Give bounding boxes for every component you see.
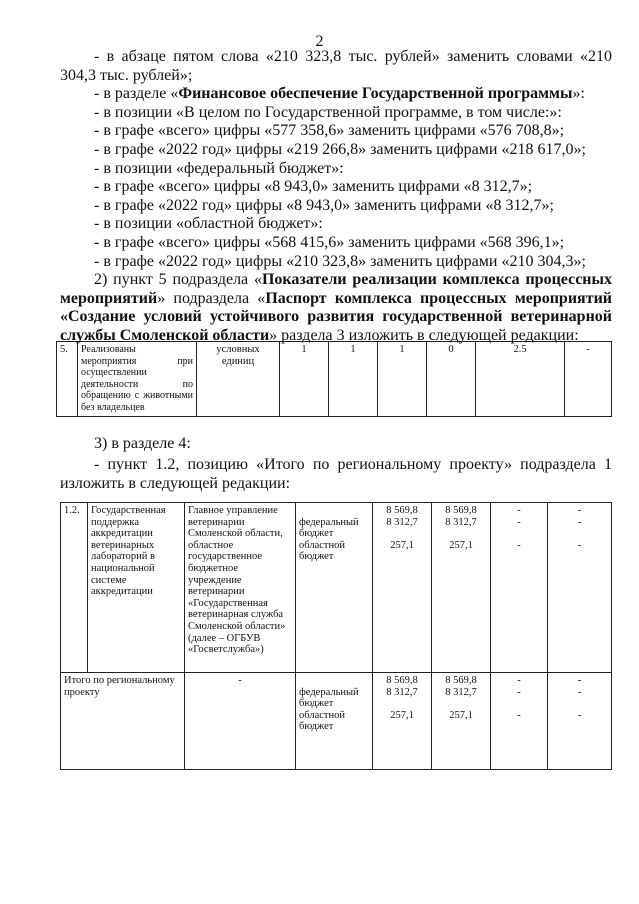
value-cell: 1 xyxy=(378,342,427,417)
table-row xyxy=(61,503,612,673)
row-number: 5. xyxy=(57,342,78,417)
paragraph-2: 2) пункт 5 подраздела «Показатели реализации комплекса процессных мероприятий» подраздела «Паспорт комплекса процессных мероприятий «Создание условий устойчивого развития государственной ветеринарной службы Смоленской области» раздела 3 изложить в следующей редакции: xyxy=(60,271,613,344)
executor-cell: Главное управление ветеринарии Смоленской области, областное государственное бюджетное учреждение ветеринарии «Государственная ветеринарная служба Смоленской области» (далее – ОГБУВ «Госветслужба») xyxy=(185,503,296,673)
year-2022-cell: 8 569,8 8 312,7 257,1 xyxy=(432,503,491,673)
total-cell: 8 569,8 8 312,7 257,1 xyxy=(373,673,432,770)
unit-cell: условных единиц xyxy=(197,342,280,417)
amendment-text xyxy=(60,48,612,346)
amendment-line-6: - в позиции «федеральный бюджет»: xyxy=(94,159,344,177)
paragraph-4: - пункт 1.2, позицию «Итого по региональному проекту» подраздела 1 изложить в следующей редакции: xyxy=(60,456,612,492)
value-cell: 1 xyxy=(280,342,329,417)
measure-name: Государственная поддержка аккредитации ветеринарных лабораторий в национальной системе аккредитации xyxy=(88,503,185,673)
value-cell: - xyxy=(565,342,612,417)
year-2023-cell: - - - xyxy=(491,673,548,770)
regional-project-table xyxy=(60,502,612,770)
indicators-table xyxy=(56,341,612,417)
value-cell: 2.5 xyxy=(476,342,565,417)
source-cell xyxy=(296,503,373,673)
amendment-line-7: - в графе «всего» цифры «8 943,0» заменить цифрами «8 312,7»; xyxy=(94,178,533,196)
amendment-line-1: - в абзаце пятом слова «210 323,8 тыс. рублей» заменить словами «210 304,3 тыс. рублей»; xyxy=(60,48,612,84)
source-cell xyxy=(296,673,373,770)
year-2023-cell: - - - xyxy=(491,503,548,673)
amendment-line-11: - в графе «2022 год» цифры «210 323,8» заменить цифрами «210 304,3»; xyxy=(94,252,586,270)
row-number: 1.2. xyxy=(61,503,88,673)
total-label: Итого по региональному проекту xyxy=(61,673,185,770)
indicator-name: Реализованы мероприятия при осуществлении деятельности по обращению с животными без владельцев xyxy=(78,342,197,417)
table-row xyxy=(57,342,612,417)
total-cell: 8 569,8 8 312,7 257,1 xyxy=(373,503,432,673)
source-regional: областной бюджет xyxy=(299,709,345,733)
year-2022-cell: 8 569,8 8 312,7 257,1 xyxy=(432,673,491,770)
amendment-line-10: - в графе «всего» цифры «568 415,6» заменить цифрами «568 396,1»; xyxy=(94,233,565,251)
paragraph-3: 3) в разделе 4: xyxy=(94,435,191,452)
source-federal: федеральный бюджет xyxy=(299,686,359,710)
amendment-line-4: - в графе «всего» цифры «577 358,6» заменить цифрами «576 708,8»; xyxy=(94,122,565,140)
amendment-line-2: - в разделе «Финансовое обеспечение Государственной программы»: xyxy=(94,85,585,103)
executor-cell: - xyxy=(185,673,296,770)
source-federal: федеральный бюджет xyxy=(299,516,359,540)
table-row xyxy=(61,673,612,770)
source-regional: областной бюджет xyxy=(299,539,345,563)
year-2024-cell: - - - xyxy=(548,503,612,673)
year-2024-cell: - - - xyxy=(548,673,612,770)
amendment-line-8: - в графе «2022 год» цифры «8 943,0» заменить цифрами «8 312,7»; xyxy=(94,196,554,214)
amendment-line-9: - в позиции «областной бюджет»: xyxy=(94,215,323,233)
value-cell: 0 xyxy=(427,342,476,417)
amendment-line-5: - в графе «2022 год» цифры «219 266,8» заменить цифрами «218 617,0»; xyxy=(94,140,586,158)
page-number: 2 xyxy=(315,33,324,50)
value-cell: 1 xyxy=(329,342,378,417)
amendment-line-3: - в позиции «В целом по Государственной программе, в том числе:»: xyxy=(94,103,562,121)
